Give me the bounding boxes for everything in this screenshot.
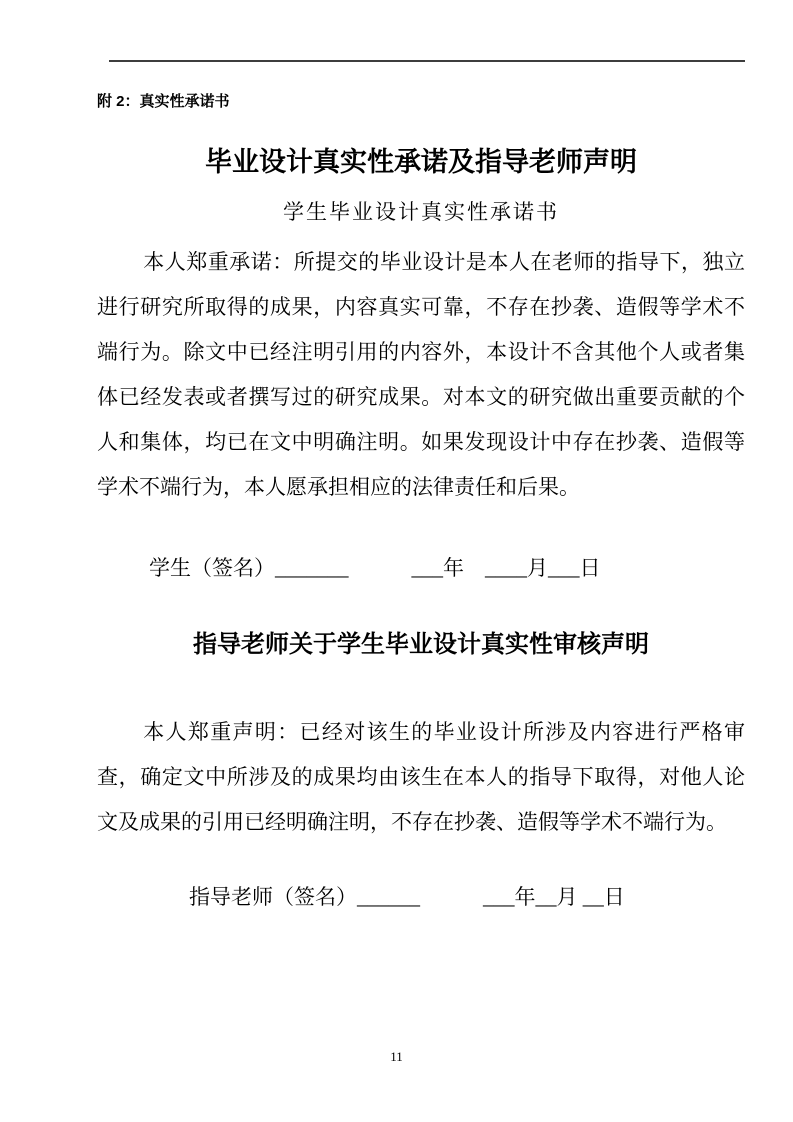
advisor-statement-paragraph: 本人郑重声明：已经对该生的毕业设计所涉及内容进行严格审查，确定文中所涉及的成果均由该生在本人的指导下取得，对他人论文及成果的引用已经明确注明，不存在抄袭、造假等学术不端行为。 xyxy=(97,720,745,834)
student-signature-line: 学生（签名）_______ ___年 ____月___日 xyxy=(149,556,601,580)
advisor-declaration-title: 指导老师关于学生毕业设计真实性审核声明 xyxy=(193,631,649,658)
header-rule xyxy=(109,60,745,62)
attachment-label: 附 2：真实性承诺书 xyxy=(97,93,230,110)
advisor-signature-line: 指导老师（签名）______ ___年__月 __日 xyxy=(189,885,625,909)
document-title: 毕业设计真实性承诺及指导老师声明 xyxy=(205,147,637,177)
student-statement-paragraph: 本人郑重承诺：所提交的毕业设计是本人在老师的指导下，独立进行研究所取得的成果，内容真实可靠，不存在抄袭、造假等学术不端行为。除文中已经注明引用的内容外，本设计不含其他个人或者集体已经发表或者撰写过的研究成果。对本文的研究做出重要贡献的个人和集体，均已在文中明确注明。如果发现设计中存在抄袭、造假等学术不端行为，本人愿承担相应的法律责任和后果。 xyxy=(97,250,745,499)
page-content xyxy=(0,60,793,911)
student-pledge-subtitle: 学生毕业设计真实性承诺书 xyxy=(283,200,559,224)
page-number: 11 xyxy=(390,1049,403,1064)
